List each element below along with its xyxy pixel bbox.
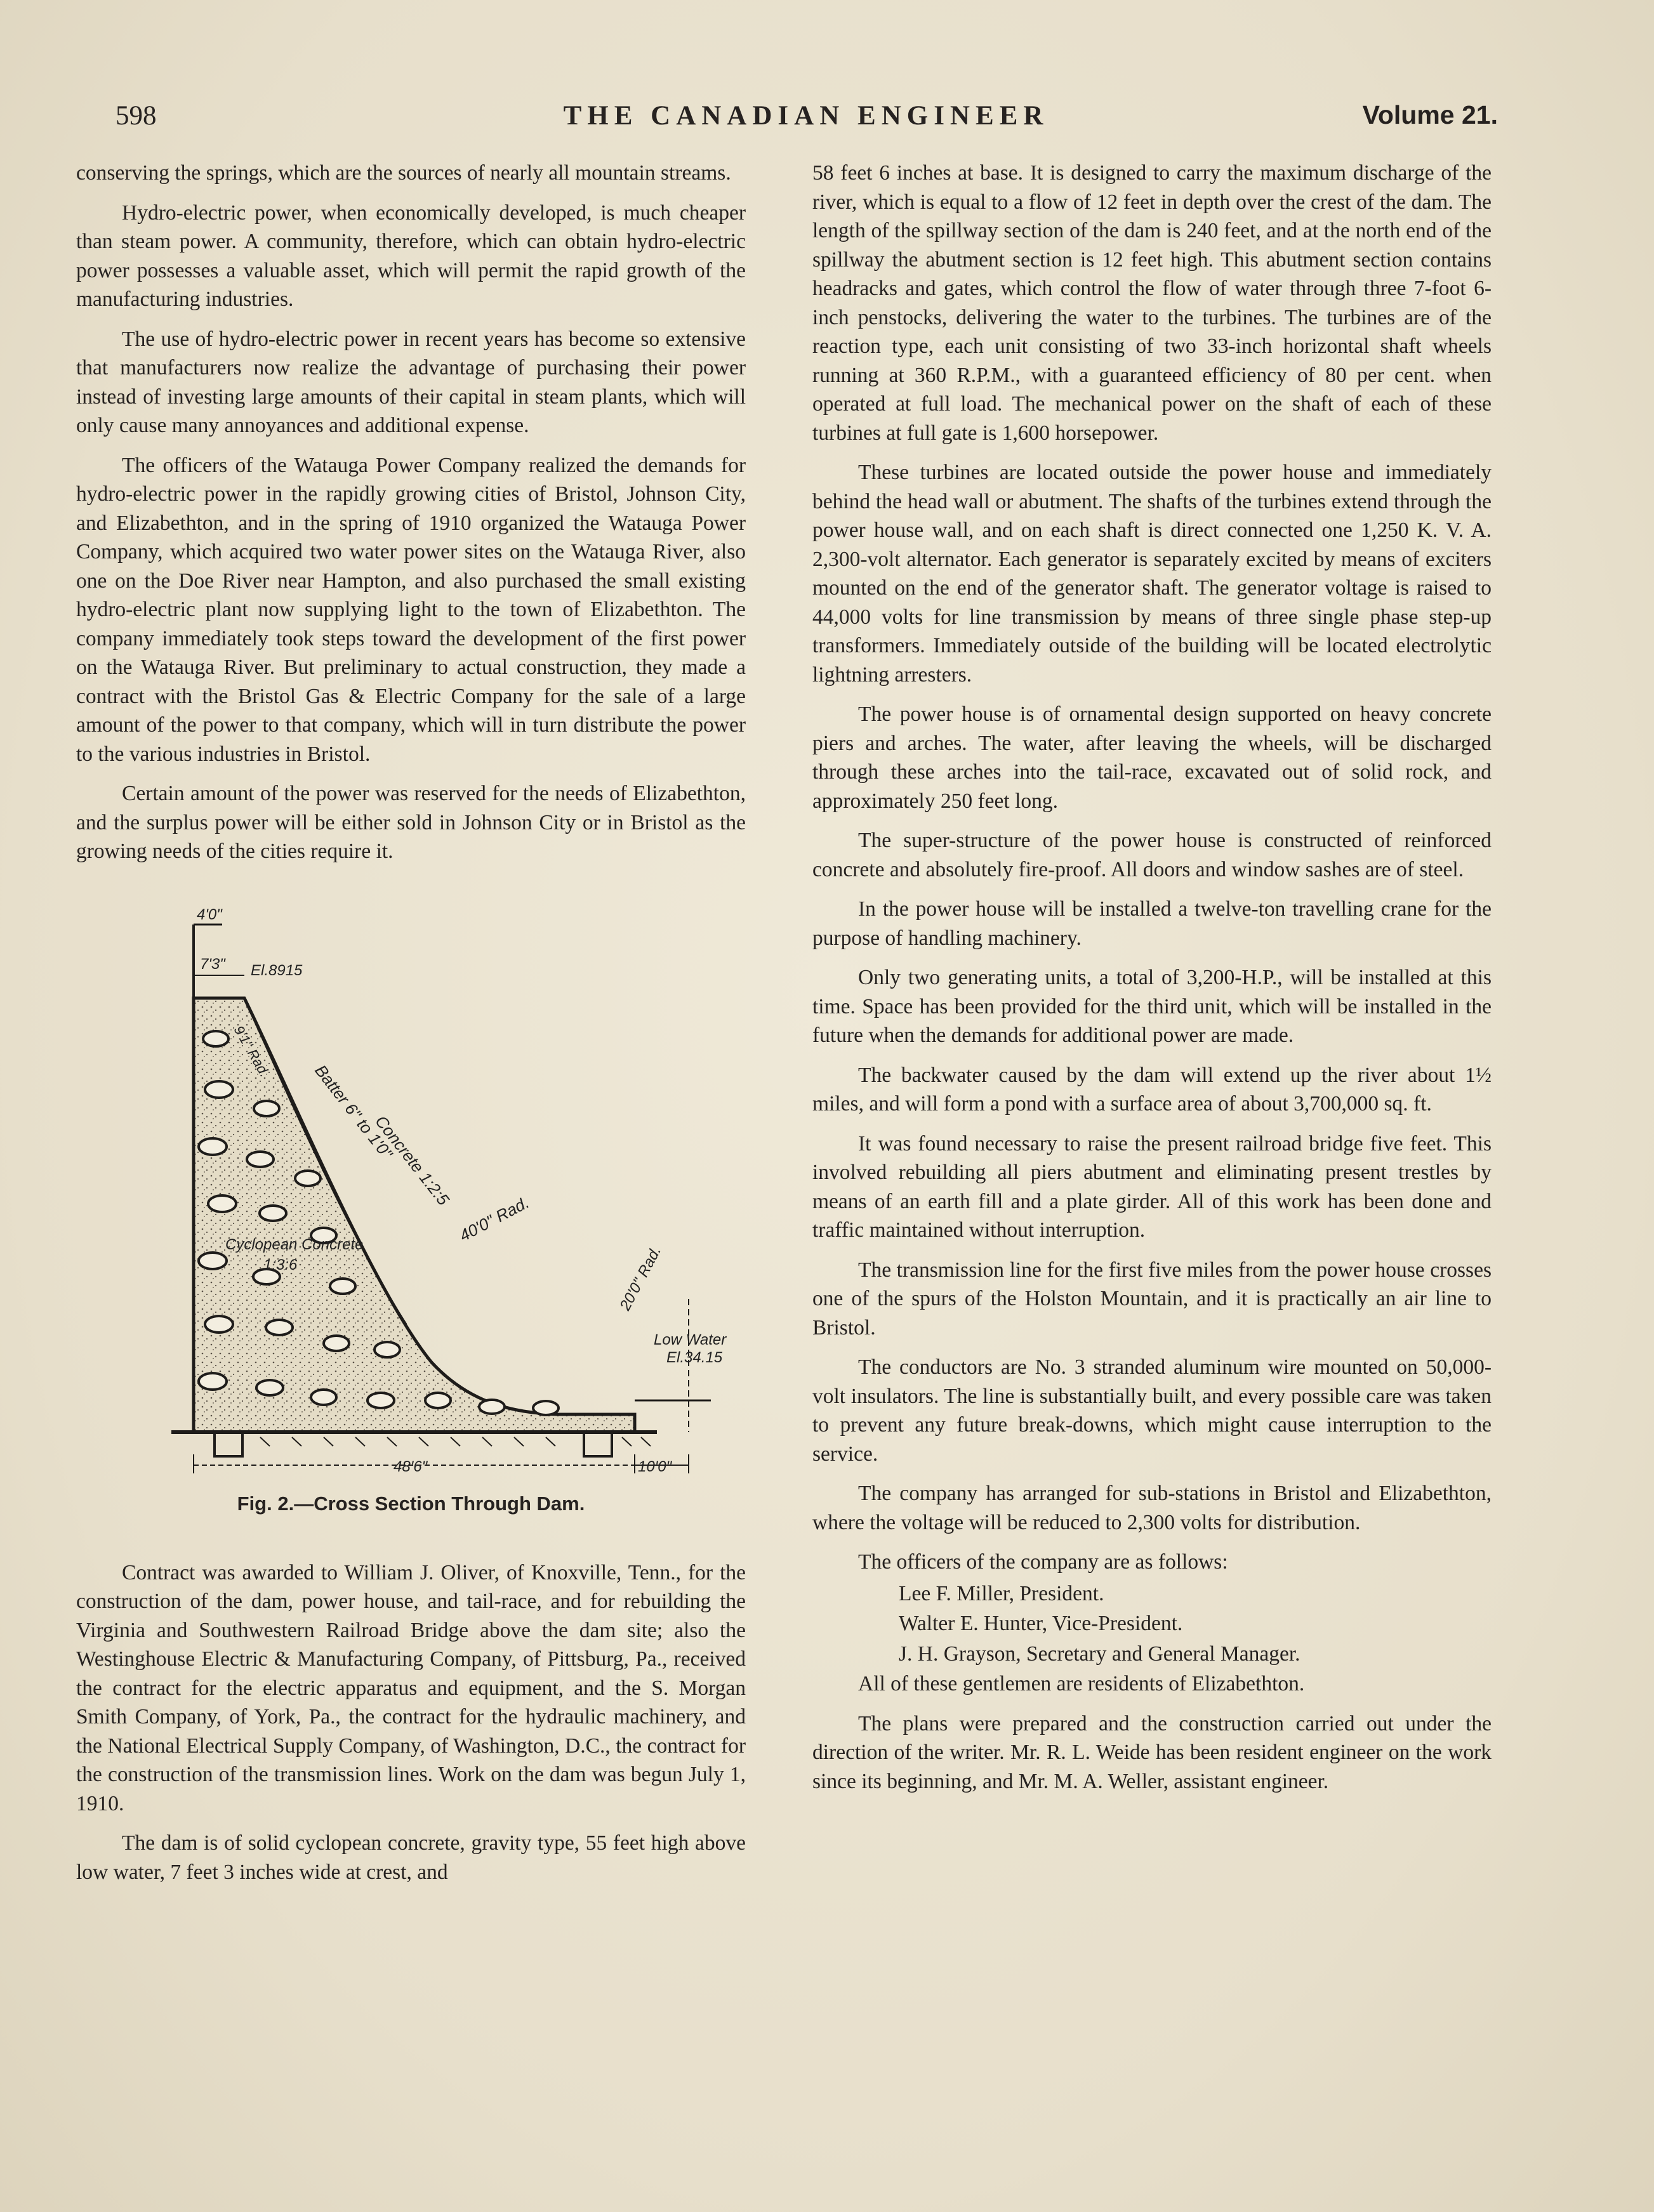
paragraph: Only two generating units, a total of 3,200-H.P., will be installed at this time. Space has been provided for the third unit, which will be installed in the future when the demands for additional power are made.: [812, 966, 1492, 1047]
cutoff-key-left: [215, 1432, 242, 1456]
dam-cross-section-drawing: [76, 880, 746, 1489]
base-width-label: 48'6": [394, 1458, 428, 1475]
low-water-elevation-label: El.34.15: [666, 1348, 723, 1366]
paragraph: The plans were prepared and the construction carried out under the direction of the writer. Mr. R. L. Weide has been resident engineer on the work since its beginning, and Mr. M. A. Weller, assistant engineer.: [812, 1711, 1492, 1793]
paragraph: The officers of the company are as follows:: [858, 1550, 1228, 1574]
figure-caption: Fig. 2.—Cross Section Through Dam.: [237, 1492, 585, 1515]
paragraph: All of these gentlemen are residents of Elizabethton.: [858, 1672, 1305, 1695]
top-mark-label: 4'0": [197, 905, 222, 923]
right-column: [812, 159, 1492, 1796]
dam-cross-section-figure: [76, 880, 746, 1537]
paragraph: The power house is of ornamental design supported on heavy concrete piers and arches. The water, after leaving the wheels, will be discharged through these arches into the tail-race, excavated out of solid rock, and approximately 250 feet long.: [812, 702, 1492, 813]
paragraph: These turbines are located outside the power house and immediately behind the head wall or abutment. The shafts of the turbines extend through the power house wall, and on each shaft is direct connected one 1,250 K. V. A. 2,300-volt alternator. Each generator is separately excited by means of exciters mounted on the end of the generator shaft. The generator voltage is raised to 44,000 volts for line transmission by means of three single phase step-up transformers. Immediately outside of the building will be located electrolytic lightning arresters.: [812, 461, 1492, 687]
officer-line: Walter E. Hunter, Vice-President.: [899, 1612, 1183, 1635]
paragraph: The use of hydro-electric power in recent years has become so extensive that manufacturers now realize the advantage of purchasing their power instead of investing large amounts of their capital in steam plants, which will only cause many annoyances and additional expense.: [76, 327, 746, 437]
page-header: [114, 100, 1498, 145]
paragraph: It was found necessary to raise the present railroad bridge five feet. This involved rebuilding all piers abutment and eliminating present trestles by means of an earth fill and a plate girder. All of this work has been done and traffic maintained without interruption.: [812, 1131, 1492, 1242]
volume-label: Volume 21.: [1362, 100, 1498, 129]
low-water-label: Low Water: [654, 1331, 727, 1348]
paragraph: Hydro-electric power, when economically developed, is much cheaper than steam power. A community, therefore, which can obtain hydro-electric power possesses a valuable asset, which will permit the rapid growth of the manufacturing industries.: [76, 201, 746, 311]
paragraph: 58 feet 6 inches at base. It is designed to carry the maximum discharge of the river, which is equal to a flow of 12 feet in depth over the crest of the dam. The length of the spillway section of the dam is 240 feet, and at the north end of the spillway the abutment section is 12 feet high. This abutment section contains headracks and gates, which control the flow of water through three 7-foot 6-inch penstocks, delivering the water to the turbines. The turbines are of the reaction type, each unit consisting of two 33-inch horizontal shaft wheels running at 360 R.P.M., with a guaranteed efficiency of 80 per cent. when operated at full load. The mechanical power on the shaft of each of these turbines at full gate is 1,600 horsepower.: [812, 161, 1492, 445]
toe-radius-label: 20'0" Rad.: [616, 1243, 665, 1313]
crest-width-label: 7'3": [200, 955, 225, 973]
paragraph: The transmission line for the first five miles from the power house crosses one of the spurs of the Holston Mountain, and it is practically an air line to Bristol.: [812, 1258, 1492, 1340]
paragraph: The conductors are No. 3 stranded aluminum wire mounted on 50,000-volt insulators. The line is substantially built, and every possible care was taken to prevent any future break-downs, which might cause interruption to the service.: [812, 1355, 1492, 1466]
paragraph: In the power house will be installed a twelve-ton travelling crane for the purpose of handling machinery.: [812, 897, 1492, 950]
journal-title: THE CANADIAN ENGINEER: [563, 101, 1049, 131]
crest-elevation-label: El.8915: [251, 961, 303, 979]
paragraph: Certain amount of the power was reserved for the needs of Elizabethton, and the surplus power will be either sold in Johnson City or in Bristol as the growing needs of the cities require it.: [76, 782, 746, 863]
page-number: 598: [116, 101, 157, 131]
officer-line: J. H. Grayson, Secretary and General Manager.: [899, 1642, 1300, 1666]
material-mix-label: 1:3:6: [263, 1256, 298, 1274]
cutoff-key-right: [584, 1432, 612, 1456]
left-column: [76, 159, 746, 1886]
paragraph: The officers of the Watauga Power Company realized the demands for hydro-electric power in the rapidly growing cities of Bristol, Johnson City, and Elizabethton, and in the spring of 1910 organized the Watauga Power Company, which acquired two water power sites on the Watauga River, also one on the Doe River near Hampton, and also purchased the small existing hydro-electric plant now supplying light to the town of Elizabethton. The company immediately took steps toward the development of the first power on the Watauga River. But preliminary to actual construction, they made a contract with the Bristol Gas & Electric Company for the sale of a large amount of the power to that company, which will in turn distribute the power to the various industries in Bristol.: [76, 453, 746, 766]
facing-label: Concrete 1:2:5: [371, 1111, 453, 1209]
apron-width-label: 10'0": [638, 1458, 672, 1475]
paragraph: The backwater caused by the dam will extend up the river about 1½ miles, and will form a pond with a surface area of about 3,700,000 sq. ft.: [812, 1063, 1492, 1116]
paragraph: The super-structure of the power house is constructed of reinforced concrete and absolutely fire-proof. All doors and window sashes are of steel.: [812, 829, 1492, 881]
rock-hatching: [260, 1437, 651, 1446]
paragraph: The dam is of solid cyclopean concrete, gravity type, 55 feet high above low water, 7 feet 3 inches wide at crest, and: [76, 1831, 746, 1884]
material-label: Cyclopean Concrete: [225, 1235, 364, 1253]
batter-label: Batter 6" to 1'0": [311, 1060, 397, 1162]
face-radius-label: 40'0" Rad.: [456, 1192, 533, 1245]
paragraph: The company has arranged for sub-stations in Bristol and Elizabethton, where the voltage will be reduced to 2,300 volts for distribution.: [812, 1482, 1492, 1534]
paragraph: Contract was awarded to William J. Oliver, of Knoxville, Tenn., for the construction of the dam, power house, and tail-race, and for rebuilding the Virginia and Southwestern Railroad Bridge above the dam site; also the Westinghouse Electric & Manufacturing Company, of Pittsburg, Pa., received the contract for the electric apparatus and equipment, and the S. Morgan Smith Company, of York, Pa., the contract for the hydraulic machinery, and the National Electrical Supply Company, of Washington, D.C., the contract for the construction of the transmission lines. Work on the dam was begun July 1, 1910.: [76, 1560, 746, 1815]
top-radius-label: 9'1" Rad.: [230, 1022, 273, 1080]
paragraph: conserving the springs, which are the sources of nearly all mountain streams.: [76, 161, 731, 185]
officer-line: Lee F. Miller, President.: [899, 1581, 1104, 1605]
